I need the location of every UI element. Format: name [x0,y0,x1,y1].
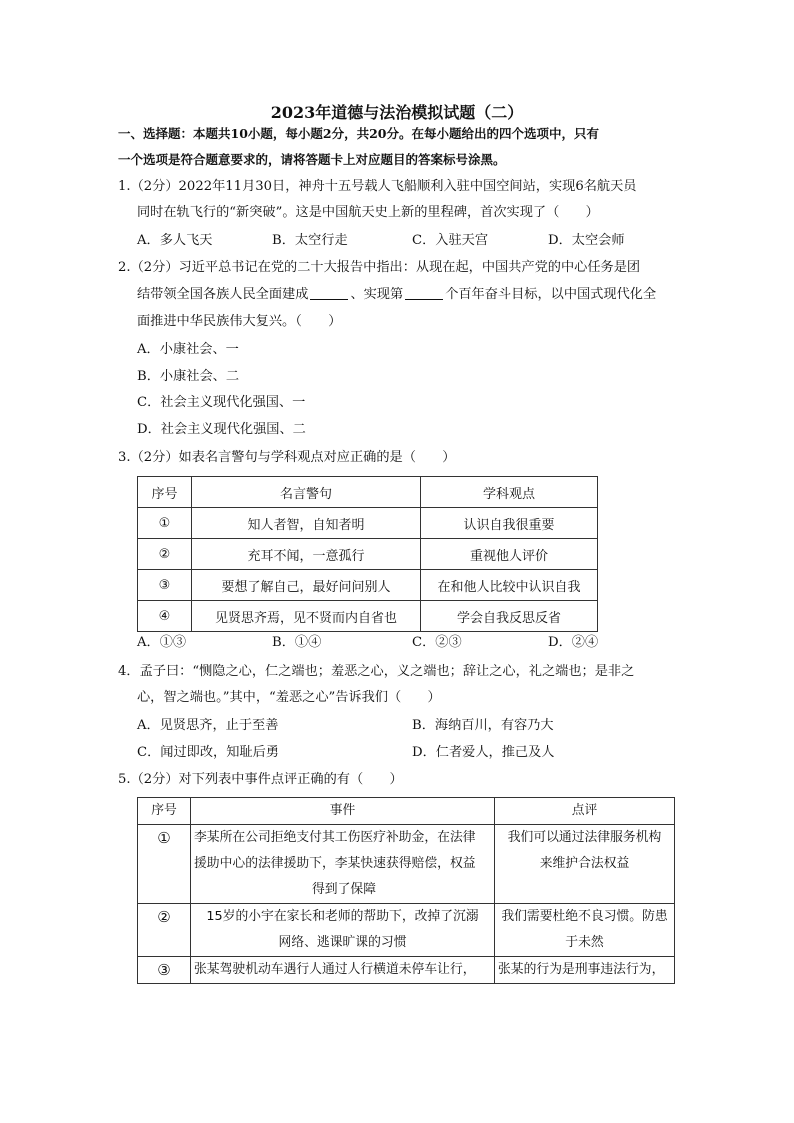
q2-stem-line-1: 2.（2分）习近平总书记在党的二十大报告中指出：从现在起，中国共产党的中心任务是团 [118,260,641,275]
q2-option-d: D．社会主义现代化强国、二 [137,422,306,437]
q3-row-1-quote: 知人者智，自知者明 [192,508,421,539]
q3-header-view: 学科观点 [421,477,598,508]
q3-row-4-no: ④ [138,601,192,632]
q4-option-c: C．闻过即改，知耻后勇 [137,745,279,760]
page-title: 2023年道德与法治模拟试题（二） [270,103,524,122]
q1-stem-line-1: 1.（2分）2022年11月30日，神舟十五号载人飞船顺利入驻中国空间站，实现6名航天员 [118,179,637,194]
q1-option-b: B．太空行走 [272,233,348,248]
q3-row-3-view: 在和他人比较中认识自我 [421,570,598,601]
q5-row-1-event [191,825,495,904]
table-row [138,825,675,904]
q5-row-1-comment-line-1: 我们可以通过法律服务机构 [507,830,662,845]
q2-blank-1 [310,285,348,300]
table-row [138,904,675,957]
q5-stem: 5.（2分）对下列表中事件点评正确的有（ ） [118,772,403,787]
q3-row-3-quote: 要想了解自己，最好问问别人 [192,570,421,601]
q1-option-c: C．入驻天宫 [412,233,489,248]
q5-row-1-event-line-3: 得到了保障 [312,882,376,897]
q5-row-2-comment-line-1: 我们需要杜绝不良习惯。防患 [501,909,668,924]
q4-stem-line-2: 心，智之端也。”其中，“羞恶之心”告诉我们（ ） [137,690,441,705]
q3-option-c: C．②③ [412,635,462,650]
q5-row-1-comment-line-2: 来维护合法权益 [539,856,630,871]
q5-row-1-comment [495,825,675,904]
q3-option-a: A．①③ [137,635,187,650]
q3-row-1-view: 认识自我很重要 [421,508,598,539]
section-instructions-line-2: 一个选项是符合题意要求的，请将答题卡上对应题目的答案标号涂黑。 [118,152,506,167]
q1-option-a: A．多人飞天 [137,233,213,248]
q3-option-d: D．②④ [548,635,599,650]
q1-stem-line-2: 同时在轨飞行的“新突破”。这是中国航天史上新的里程碑，首次实现了（ ） [137,205,599,220]
q4-option-b: B．海纳百川，有容乃大 [412,718,554,733]
q5-row-2-event-line-2: 网络、逃课旷课的习惯 [278,935,407,950]
q5-row-3-event-line-1: 张某驾驶机动车遇行人通过人行横道未停车让行， [194,962,476,977]
q3-row-2-quote: 充耳不闻，一意孤行 [192,539,421,570]
q2-stem-part-b: 、实现第 [350,287,404,302]
q2-stem-part-c: 个百年奋斗目标，以中国式现代化全 [445,287,657,302]
q3-table-header [138,477,598,508]
q3-header-no: 序号 [138,477,192,508]
q3-option-b: B．①④ [272,635,322,650]
q5-row-1-event-line-2: 援助中心的法律援助下，李某快速获得赔偿，权益 [194,856,476,871]
q5-header-comment: 点评 [495,798,675,825]
q5-header-event: 事件 [191,798,495,825]
q5-row-3-no: ③ [138,957,191,984]
table-row [138,539,598,570]
q5-table [137,797,675,984]
q5-row-2-no: ② [138,904,191,957]
table-row [138,508,598,539]
q5-row-3-comment-line-1: 张某的行为是刑事违法行为， [498,962,665,977]
table-row [138,957,675,984]
q5-row-2-comment-line-2: 于未然 [565,935,604,950]
table-row [138,601,598,632]
q5-row-2-event-line-1: 15岁的小宇在家长和老师的帮助下，改掉了沉溺 [206,909,479,924]
q2-blank-2 [405,285,443,300]
q4-stem-line-1: 4．孟子曰：“恻隐之心，仁之端也；羞恶之心，义之端也；辞让之心，礼之端也；是非之 [118,664,635,679]
q2-stem-part-a: 结带领全国各族人民全面建成 [137,287,309,302]
q2-option-c: C．社会主义现代化强国、一 [137,395,306,410]
q3-row-2-view: 重视他人评价 [421,539,598,570]
q2-option-a: A．小康社会、一 [137,342,239,357]
q4-option-d: D．仁者爱人，推己及人 [412,745,555,760]
q5-row-2-event [191,904,495,957]
q2-option-b: B．小康社会、二 [137,369,240,384]
q5-table-header [138,798,675,825]
q2-stem-line-3: 面推进中华民族伟大复兴。（ ） [137,314,342,329]
q5-header-no: 序号 [138,798,191,825]
q3-row-1-no: ① [138,508,192,539]
q5-row-3-comment [495,957,675,984]
q3-table [137,476,598,632]
q2-stem-line-2 [137,282,656,308]
q3-header-quote: 名言警句 [192,477,421,508]
q5-row-3-event [191,957,495,984]
q4-option-a: A．见贤思齐，止于至善 [137,718,279,733]
table-row [138,570,598,601]
q5-row-1-event-line-1: 李某所在公司拒绝支付其工伤医疗补助金，在法律 [194,830,476,845]
q3-row-4-quote: 见贤思齐焉，见不贤而内自省也 [192,601,421,632]
q3-row-2-no: ② [138,539,192,570]
q5-row-1-no: ① [138,825,191,904]
q3-row-3-no: ③ [138,570,192,601]
q5-row-2-comment [495,904,675,957]
q3-row-4-view: 学会自我反思反省 [421,601,598,632]
section-instructions-line-1: 一、选择题：本题共10小题，每小题2分，共20分。在每小题给出的四个选项中，只有 [118,126,599,141]
q1-option-d: D．太空会师 [548,233,625,248]
q3-stem: 3.（2分）如表名言警句与学科观点对应正确的是（ ） [118,450,456,465]
section-instructions [118,121,678,173]
